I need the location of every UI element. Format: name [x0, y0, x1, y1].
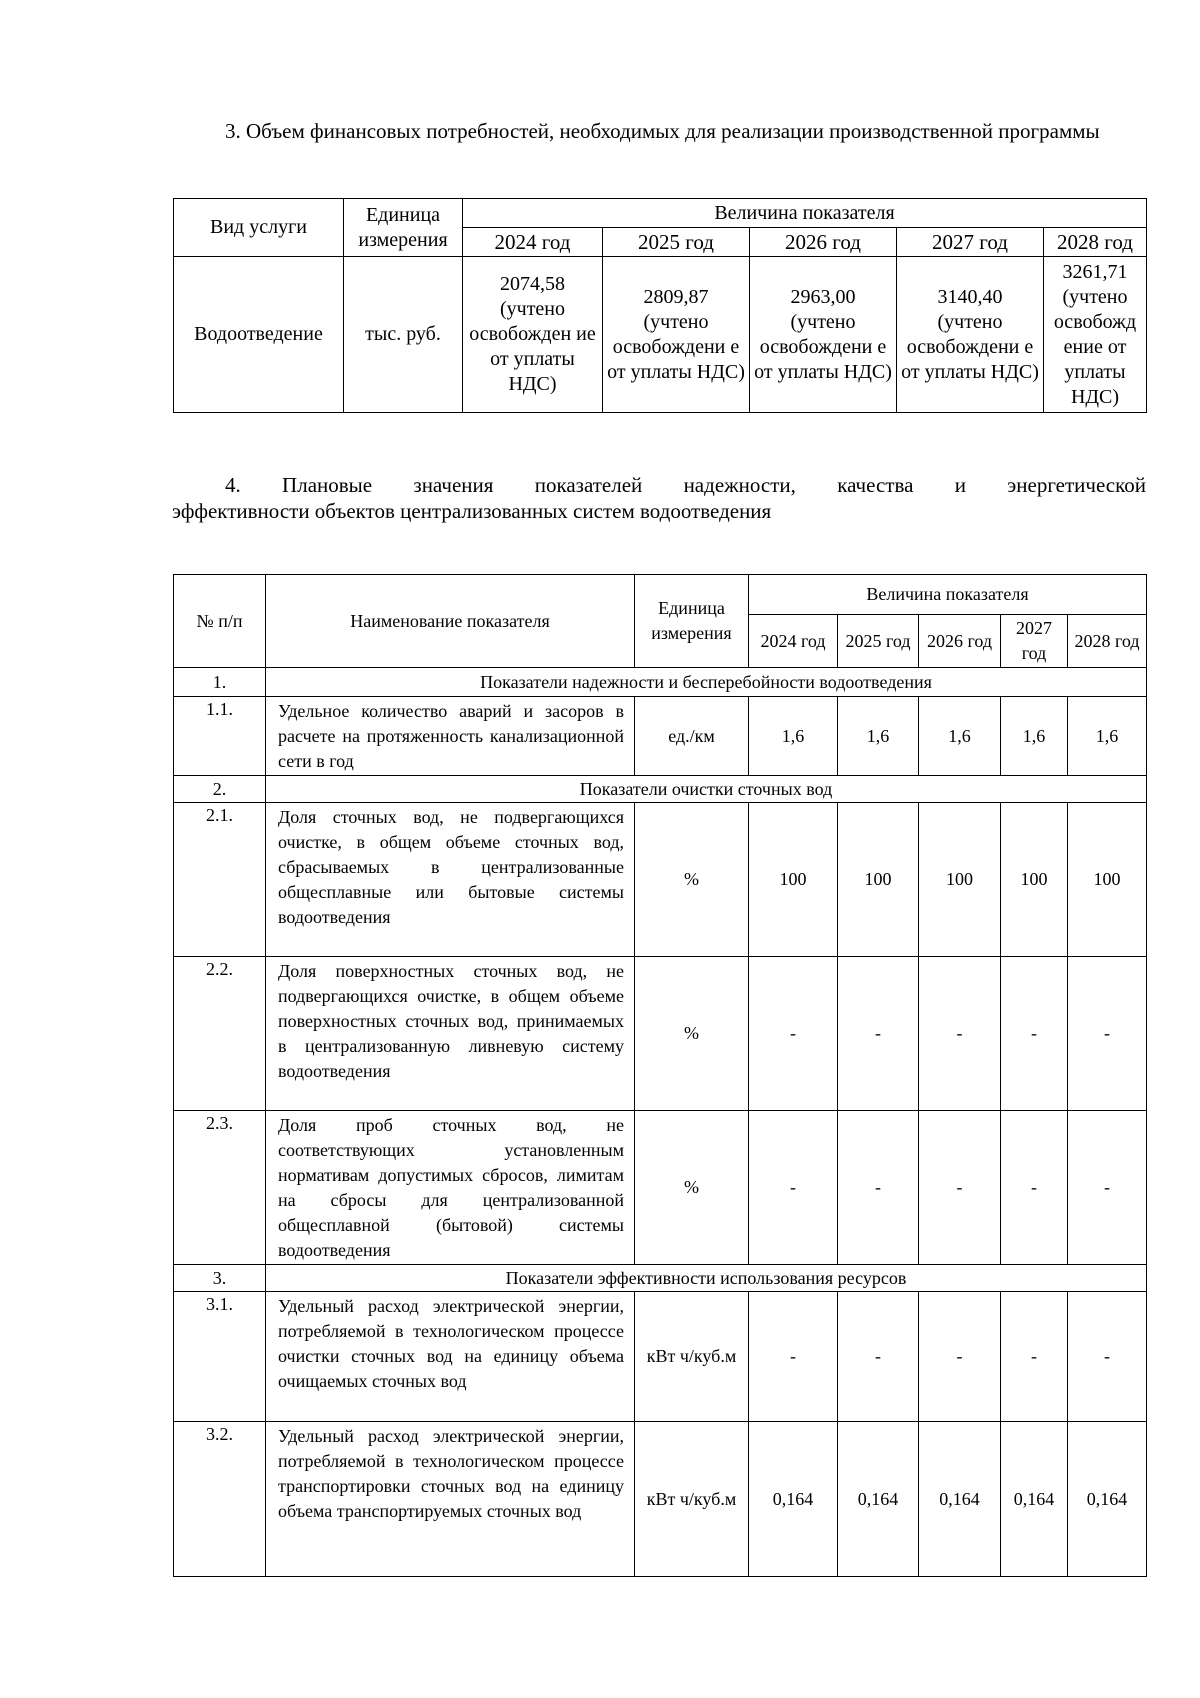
header-year: 2026 год [750, 228, 897, 257]
row-num: 2.3. [174, 1111, 266, 1265]
note: (учтено освобождени е от уплаты НДС) [754, 310, 892, 383]
note: (учтено освобождени е от уплаты НДС) [901, 310, 1039, 383]
value-cell: 0,164 [838, 1422, 919, 1577]
value-cell: - [1001, 1111, 1068, 1265]
value-cell: 100 [749, 803, 838, 957]
value-cell: 0,164 [1001, 1422, 1068, 1577]
unit-cell: кВт ч/куб.м [635, 1422, 749, 1577]
value-cell: - [1068, 957, 1147, 1111]
table-row [174, 803, 1147, 957]
value-cell [1044, 257, 1147, 413]
unit-cell: % [635, 803, 749, 957]
section-title: Показатели очистки сточных вод [266, 776, 1147, 803]
header-num: № п/п [174, 575, 266, 668]
table-row [174, 1292, 1147, 1422]
value-cell: - [838, 957, 919, 1111]
table-row [174, 257, 1147, 413]
row-num: 3.1. [174, 1292, 266, 1422]
service-cell: Водоотведение [174, 257, 344, 413]
financial-needs-table [173, 198, 1147, 413]
value-cell: 1,6 [1068, 697, 1147, 776]
value-cell: 0,164 [749, 1422, 838, 1577]
section-row [174, 776, 1147, 803]
section-4-heading [172, 472, 1146, 524]
section-3-number: 3. [225, 119, 241, 143]
value-cell: - [1068, 1111, 1147, 1265]
indicators-table [173, 574, 1147, 1577]
indicator-name: Доля сточных вод, не подвергающихся очистке, в общем объеме сточных вод, сбрасываемых в централизованные общесплавные или бытовые системы водоотведения [266, 803, 635, 957]
header-year: 2025 год [838, 615, 919, 668]
value-cell: - [749, 1292, 838, 1422]
amount: 3140,40 [937, 285, 1003, 308]
value-cell: 100 [1001, 803, 1068, 957]
section-3-title: Объем финансовых потребностей, необходимых для реализации производственной программы [246, 119, 1100, 143]
section-num: 3. [174, 1265, 266, 1292]
amount: 2963,00 [790, 285, 856, 308]
header-service: Вид услуги [174, 199, 344, 257]
table-row [174, 697, 1147, 776]
value-cell [603, 257, 750, 413]
value-cell [463, 257, 603, 413]
note: (учтено освобожд ение от уплаты НДС) [1053, 285, 1137, 408]
value-cell: - [749, 1111, 838, 1265]
header-year: 2024 год [749, 615, 838, 668]
section-4-title-line2: эффективности объектов централизованных систем водоотведения [172, 499, 772, 523]
table-row [174, 957, 1147, 1111]
value-cell [897, 257, 1044, 413]
value-cell: 100 [1068, 803, 1147, 957]
section-row [174, 1265, 1147, 1292]
header-unit: Единица измерения [344, 199, 463, 257]
row-num: 2.1. [174, 803, 266, 957]
header-year: 2027 год [1001, 615, 1068, 668]
header-name: Наименование показателя [266, 575, 635, 668]
amount: 2074,58 [500, 273, 565, 295]
table-row [174, 1111, 1147, 1265]
value-cell: - [919, 1292, 1001, 1422]
row-num: 3.2. [174, 1422, 266, 1577]
header-year: 2024 год [463, 228, 603, 257]
note: (учтено освобожден ие от уплаты НДС) [469, 298, 596, 395]
value-cell: - [1001, 957, 1068, 1111]
section-num: 2. [174, 776, 266, 803]
value-cell: - [838, 1292, 919, 1422]
value-cell: 0,164 [1068, 1422, 1147, 1577]
indicator-name: Удельное количество аварий и засоров в расчете на протяженность канализационной сети в год [266, 697, 635, 776]
value-cell: 1,6 [749, 697, 838, 776]
header-year: 2028 год [1044, 228, 1147, 257]
header-year: 2026 год [919, 615, 1001, 668]
header-year: 2028 год [1068, 615, 1147, 668]
header-year: 2025 год [603, 228, 750, 257]
header-unit: Единица измерения [635, 575, 749, 668]
section-title: Показатели эффективности использования ресурсов [266, 1265, 1147, 1292]
table-row [174, 1422, 1147, 1577]
value-cell: - [919, 1111, 1001, 1265]
value-cell: - [1001, 1292, 1068, 1422]
value-cell: 1,6 [919, 697, 1001, 776]
row-num: 1.1. [174, 697, 266, 776]
header-value: Величина показателя [749, 575, 1147, 615]
header-year: 2027 год [897, 228, 1044, 257]
section-row [174, 668, 1147, 697]
indicator-name: Доля поверхностных сточных вод, не подвергающихся очистке, в общем объеме поверхностных сточных вод, принимаемых в централизованную ливневую систему водоотведения [266, 957, 635, 1111]
value-cell [750, 257, 897, 413]
value-cell: 1,6 [838, 697, 919, 776]
indicator-name: Удельный расход электрической энергии, потребляемой в технологическом процессе очистки сточных вод на единицу объема очищаемых сточных вод [266, 1292, 635, 1422]
value-cell: 0,164 [919, 1422, 1001, 1577]
unit-cell: тыс. руб. [344, 257, 463, 413]
section-4-number: 4. [225, 473, 241, 497]
value-cell: - [919, 957, 1001, 1111]
section-4-title-line1: Плановые значения показателей надежности, качества и энергетической [282, 473, 1146, 497]
value-cell: 100 [919, 803, 1001, 957]
section-title: Показатели надежности и бесперебойности водоотведения [266, 668, 1147, 697]
header-value: Величина показателя [463, 199, 1147, 228]
indicator-name: Удельный расход электрической энергии, потребляемой в технологическом процессе транспортировки сточных вод на единицу объема транспортируемых сточных вод [266, 1422, 635, 1577]
value-cell: - [1068, 1292, 1147, 1422]
unit-cell: % [635, 957, 749, 1111]
note: (учтено освобождени е от уплаты НДС) [607, 310, 745, 383]
row-num: 2.2. [174, 957, 266, 1111]
section-num: 1. [174, 668, 266, 697]
unit-cell: % [635, 1111, 749, 1265]
indicator-name: Доля проб сточных вод, не соответствующих установленным нормативам допустимых сбросов, лимитам на сбросы для централизованной общесплавной (бытовой) системы водоотведения [266, 1111, 635, 1265]
value-cell: - [749, 957, 838, 1111]
amount: 3261,71 [1062, 260, 1128, 283]
value-cell: 1,6 [1001, 697, 1068, 776]
value-cell: 100 [838, 803, 919, 957]
value-cell: - [838, 1111, 919, 1265]
section-3-heading [172, 118, 1146, 144]
unit-cell: ед./км [635, 697, 749, 776]
amount: 2809,87 [643, 285, 709, 308]
unit-cell: кВт ч/куб.м [635, 1292, 749, 1422]
